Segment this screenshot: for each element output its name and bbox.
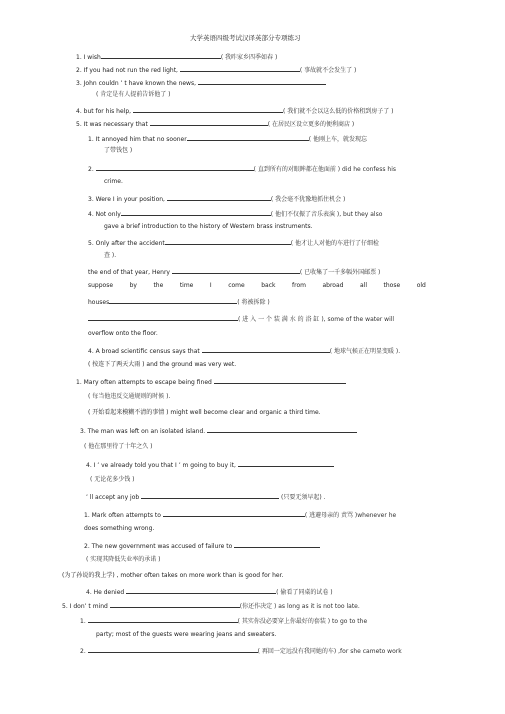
item-line: 4. A broad scientific census says that ( 地球气候正在明显变暖 ). (88, 348, 401, 355)
word: those (383, 282, 401, 289)
answer-blank[interactable] (141, 492, 279, 499)
item-line: crime. (104, 178, 123, 185)
answer-blank[interactable] (163, 510, 305, 517)
item-line: 1. Mary often attempts to escape being fined (76, 377, 346, 387)
answer-blank[interactable] (88, 616, 238, 623)
item-line: 2. ( 再回一定远没有我同她的车) ,for she cameto work (80, 648, 402, 655)
item-line: houses ( 将被拆除 ) (88, 299, 270, 306)
item-line: 查 ). (104, 252, 117, 259)
word: come (228, 282, 245, 289)
word: suppose (88, 282, 114, 289)
answer-blank[interactable] (150, 119, 268, 126)
item-line: 5. It was necessary that ( 在居民区设立更多的便利商店 ) (76, 121, 355, 128)
item-line: ’ ll accept any job (只要无须早起) . (86, 494, 326, 501)
answer-blank[interactable] (202, 346, 330, 353)
item-line: 4. Not only ( 他们不仅振了音乐表演 ), but they also (88, 211, 383, 218)
item-line: gave a brief introduction to the history of Western brass instruments. (104, 223, 313, 230)
answer-blank[interactable] (110, 601, 240, 608)
answer-blank[interactable] (133, 106, 283, 113)
item-line: 1. It annoyed him that no sooner ( 他刚上车，就发现忘 (88, 136, 367, 143)
answer-blank[interactable] (180, 65, 300, 72)
item-line: 了带钱包 ) (104, 147, 133, 154)
answer-blank[interactable] (198, 78, 326, 85)
answer-blank[interactable] (109, 297, 237, 304)
answer-blank[interactable] (234, 541, 320, 548)
word: time (179, 282, 194, 289)
item-line: ( 进 入 一 个 装 满 水 的 浴 缸 ), some of the water will (88, 314, 394, 324)
word: back (261, 282, 276, 289)
item-line: ( 他在那里待了十年之久 ) (84, 443, 153, 450)
answer-blank[interactable] (96, 164, 254, 171)
item-line: 1. ( 其实你没必要穿上你最好的套装 ) to go to the (80, 618, 368, 625)
word: the (153, 282, 164, 289)
item-line: ( 肯定是有人提前告诉他了 ) (96, 91, 171, 98)
item-line: the end of that year, Henry ( 已收集了一千多幅外国邮票 ) (88, 269, 381, 276)
word: by (129, 282, 137, 289)
item-line: overflow onto the floor. (88, 330, 158, 337)
answer-blank[interactable] (126, 587, 276, 594)
answer-blank[interactable] (121, 209, 271, 216)
item-line: 2. The new government was accused of failure to (84, 541, 320, 551)
item-line: 1. I wish ( 我昨家乡四季如春 ) (76, 54, 278, 61)
word: old (416, 282, 426, 289)
item-line: (为了孙说的我上学) , mother often takes on more work than is good for her. (62, 572, 284, 579)
item-line: 4. I ’ ve already told you that I ’ m going to buy it, (86, 460, 334, 470)
item-line: does something wrong. (84, 525, 155, 532)
item-line: 4. He denied ( 偷看了同桌的试卷 ) (86, 589, 333, 596)
answer-blank[interactable] (187, 134, 309, 141)
item-line: ( 开始看起来模糊不清的事情 ) might well become clear and organic a third time. (88, 409, 321, 416)
item-line: ( 实现其降低失业率的承诺 ) (86, 556, 161, 563)
answer-blank[interactable] (101, 52, 221, 59)
answer-blank[interactable] (165, 238, 291, 245)
item-line: party; most of the guests were wearing jeans and sweaters. (96, 631, 277, 638)
word: I (209, 282, 212, 289)
answer-blank[interactable] (172, 267, 300, 274)
word: all (359, 282, 367, 289)
item-line: ( 按连下了两天大雨 ) and the ground was very wet. (88, 361, 237, 368)
answer-blank[interactable] (88, 646, 258, 653)
item-line: 4. but for his help, ( 我们就不会以这么低的价格租到房子了 ) (76, 108, 394, 115)
word: from (292, 282, 306, 289)
word: abroad (322, 282, 344, 289)
item-line: 3. John couldn ’ t have known the news, (76, 78, 326, 88)
item-line: 5. I don’ t mind (你还作决定 ) as long as it is not too late. (62, 603, 360, 610)
item-line: 1. Mark often attempts to ( 逃避母亲的 责骂 )whenever he (84, 512, 397, 519)
page-title: 大学英语四级考试汉译英部分专项练习 (190, 34, 301, 42)
item-line: 3. Were I in your position, ( 我会毫不犹豫地抓住机会 ) (88, 196, 346, 203)
answer-blank[interactable] (167, 194, 271, 201)
answer-blank[interactable] (214, 377, 346, 384)
item-line (88, 282, 426, 290)
item-line: 5. Only after the accident ( 他才让人对他的车进行了仔细检 (88, 240, 379, 247)
item-line: 3. The man was left on an isolated island. (80, 426, 357, 436)
item-line: ( 每当他违反交通规则的时候 ). (88, 393, 171, 400)
answer-blank[interactable] (88, 314, 238, 321)
item-line: ( 无论花多少钱 ) (90, 476, 135, 483)
item-line: 2. If you had not run the red light, ( 事故就不会发生了 ) (76, 67, 357, 74)
answer-blank[interactable] (238, 460, 334, 467)
item-line: 2. ( 直到所有的对眼眸都在他面前 ) did he confess his (88, 166, 396, 173)
answer-blank[interactable] (207, 426, 357, 433)
